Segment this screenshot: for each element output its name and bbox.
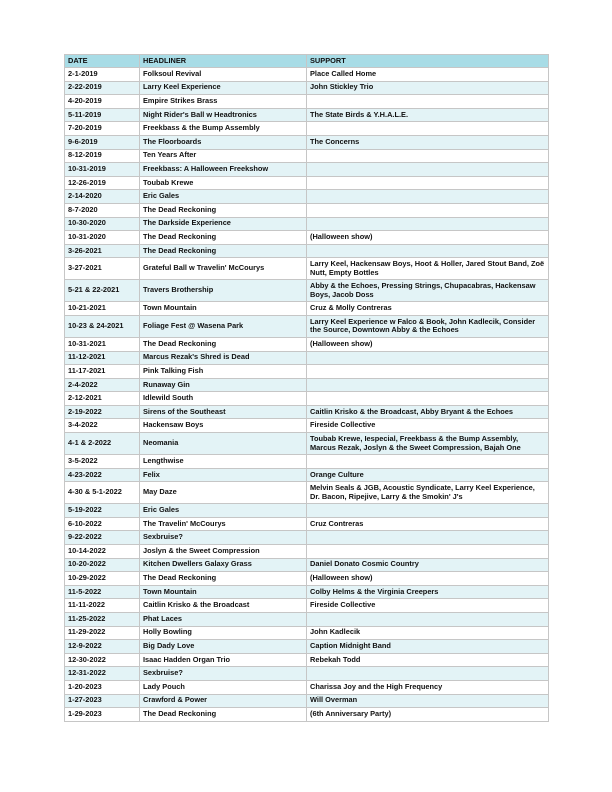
headliner-cell: Caitlin Krisko & the Broadcast: [140, 599, 307, 613]
date-cell: 2-19-2022: [65, 405, 140, 419]
date-cell: 2-1-2019: [65, 68, 140, 82]
headliner-cell: The Dead Reckoning: [140, 203, 307, 217]
headliner-cell: Kitchen Dwellers Galaxy Grass: [140, 558, 307, 572]
table-row: [65, 572, 549, 586]
date-cell: 12-26-2019: [65, 176, 140, 190]
date-cell: 3-26-2021: [65, 244, 140, 258]
date-cell: 12-9-2022: [65, 640, 140, 654]
table-row: [65, 280, 549, 302]
support-cell: [307, 365, 549, 379]
headliner-cell: Neomania: [140, 433, 307, 455]
date-cell: 3-4-2022: [65, 419, 140, 433]
support-cell: Fireside Collective: [307, 419, 549, 433]
support-cell: Caption Midnight Band: [307, 640, 549, 654]
support-cell: [307, 667, 549, 681]
support-cell: [307, 190, 549, 204]
headliner-cell: Phat Laces: [140, 613, 307, 627]
table-row: [65, 419, 549, 433]
table-row: [65, 190, 549, 204]
support-cell: The State Birds & Y.H.A.L.E.: [307, 108, 549, 122]
support-cell: Rebekah Todd: [307, 653, 549, 667]
support-cell: [307, 378, 549, 392]
headliner-cell: Grateful Ball w Travelin' McCourys: [140, 258, 307, 280]
date-cell: 3-27-2021: [65, 258, 140, 280]
table-row: [65, 585, 549, 599]
support-cell: [307, 531, 549, 545]
support-cell: Will Overman: [307, 694, 549, 708]
table-row: [65, 694, 549, 708]
table-row: [65, 68, 549, 82]
header-row: [65, 55, 549, 68]
support-cell: [307, 176, 549, 190]
date-cell: 10-30-2020: [65, 217, 140, 231]
headliner-cell: Lady Pouch: [140, 680, 307, 694]
table-row: [65, 122, 549, 136]
headliner-cell: Empire Strikes Brass: [140, 95, 307, 109]
date-cell: 11-25-2022: [65, 613, 140, 627]
table-row: [65, 365, 549, 379]
headliner-cell: Ten Years After: [140, 149, 307, 163]
table-row: [65, 653, 549, 667]
headliner-cell: Freekbass: A Halloween Freekshow: [140, 163, 307, 177]
support-cell: [307, 351, 549, 365]
support-cell: Larry Keel Experience w Falco & Book, John Kadlecik, Consider the Source, Downtown Abby & the Echoes: [307, 315, 549, 337]
date-column-header: DATE: [65, 55, 140, 68]
table-row: [65, 163, 549, 177]
support-cell: Charissa Joy and the High Frequency: [307, 680, 549, 694]
date-cell: 4-1 & 2-2022: [65, 433, 140, 455]
table-row: [65, 626, 549, 640]
table-row: [65, 613, 549, 627]
date-cell: 10-31-2021: [65, 337, 140, 351]
headliner-cell: Larry Keel Experience: [140, 81, 307, 95]
headliner-cell: Eric Gales: [140, 504, 307, 518]
support-cell: (Halloween show): [307, 337, 549, 351]
support-cell: (Halloween show): [307, 572, 549, 586]
table-row: [65, 433, 549, 455]
support-cell: Caitlin Krisko & the Broadcast, Abby Bryant & the Echoes: [307, 405, 549, 419]
headliner-cell: Eric Gales: [140, 190, 307, 204]
table-row: [65, 95, 549, 109]
table-body: [65, 68, 549, 722]
headliner-cell: The Travelin' McCourys: [140, 517, 307, 531]
date-cell: 12-31-2022: [65, 667, 140, 681]
support-cell: [307, 149, 549, 163]
support-cell: Toubab Krewe, Iespecial, Freekbass & the Bump Assembly, Marcus Rezak, Joslyn & the Sweet Compression, Bajah One: [307, 433, 549, 455]
date-cell: 5-11-2019: [65, 108, 140, 122]
support-cell: [307, 613, 549, 627]
support-cell: Daniel Donato Cosmic Country: [307, 558, 549, 572]
headliner-cell: The Dead Reckoning: [140, 244, 307, 258]
support-cell: [307, 95, 549, 109]
headliner-cell: Lengthwise: [140, 455, 307, 469]
support-cell: Colby Helms & the Virginia Creepers: [307, 585, 549, 599]
headliner-cell: Freekbass & the Bump Assembly: [140, 122, 307, 136]
support-cell: Abby & the Echoes, Pressing Strings, Chupacabras, Hackensaw Boys, Jacob Doss: [307, 280, 549, 302]
support-cell: [307, 504, 549, 518]
date-cell: 4-20-2019: [65, 95, 140, 109]
support-cell: [307, 163, 549, 177]
table-row: [65, 517, 549, 531]
table-row: [65, 176, 549, 190]
table-row: [65, 708, 549, 722]
headliner-cell: Toubab Krewe: [140, 176, 307, 190]
date-cell: 2-22-2019: [65, 81, 140, 95]
support-cell: John Stickley Trio: [307, 81, 549, 95]
table-row: [65, 203, 549, 217]
table-row: [65, 545, 549, 559]
headliner-cell: Felix: [140, 468, 307, 482]
date-cell: 11-11-2022: [65, 599, 140, 613]
date-cell: 10-14-2022: [65, 545, 140, 559]
table-row: [65, 315, 549, 337]
date-cell: 8-7-2020: [65, 203, 140, 217]
headliner-cell: Night Rider's Ball w Headtronics: [140, 108, 307, 122]
table-row: [65, 531, 549, 545]
date-cell: 10-21-2021: [65, 302, 140, 316]
date-cell: 5-21 & 22-2021: [65, 280, 140, 302]
date-cell: 1-20-2023: [65, 680, 140, 694]
support-cell: [307, 122, 549, 136]
table-row: [65, 405, 549, 419]
table-row: [65, 231, 549, 245]
table-row: [65, 640, 549, 654]
date-cell: 10-20-2022: [65, 558, 140, 572]
headliner-cell: Runaway Gin: [140, 378, 307, 392]
headliner-cell: Holly Bowling: [140, 626, 307, 640]
date-cell: 11-29-2022: [65, 626, 140, 640]
date-cell: 2-12-2021: [65, 392, 140, 406]
date-cell: 10-29-2022: [65, 572, 140, 586]
table-row: [65, 504, 549, 518]
date-cell: 10-31-2019: [65, 163, 140, 177]
support-cell: The Concerns: [307, 135, 549, 149]
date-cell: 10-31-2020: [65, 231, 140, 245]
table-row: [65, 81, 549, 95]
support-column-header: SUPPORT: [307, 55, 549, 68]
date-cell: 11-12-2021: [65, 351, 140, 365]
support-cell: [307, 392, 549, 406]
date-cell: 11-5-2022: [65, 585, 140, 599]
headliner-cell: Folksoul Revival: [140, 68, 307, 82]
headliner-cell: Sexbruise?: [140, 531, 307, 545]
table-row: [65, 667, 549, 681]
headliner-cell: The Dead Reckoning: [140, 337, 307, 351]
support-cell: Cruz & Molly Contreras: [307, 302, 549, 316]
table-row: [65, 351, 549, 365]
table-row: [65, 599, 549, 613]
date-cell: 7-20-2019: [65, 122, 140, 136]
table-row: [65, 455, 549, 469]
support-cell: Orange Culture: [307, 468, 549, 482]
date-cell: 5-19-2022: [65, 504, 140, 518]
support-cell: Fireside Collective: [307, 599, 549, 613]
headliner-cell: Marcus Rezak's Shred is Dead: [140, 351, 307, 365]
date-cell: 1-27-2023: [65, 694, 140, 708]
headliner-cell: The Dead Reckoning: [140, 231, 307, 245]
table-row: [65, 392, 549, 406]
headliner-cell: Isaac Hadden Organ Trio: [140, 653, 307, 667]
support-cell: Melvin Seals & JGB, Acoustic Syndicate, Larry Keel Experience, Dr. Bacon, Ripejive, Larry & the Smokin' J's: [307, 482, 549, 504]
headliner-cell: Big Dady Love: [140, 640, 307, 654]
headliner-cell: Joslyn & the Sweet Compression: [140, 545, 307, 559]
date-cell: 12-30-2022: [65, 653, 140, 667]
support-cell: Place Called Home: [307, 68, 549, 82]
date-cell: 10-23 & 24-2021: [65, 315, 140, 337]
table-row: [65, 217, 549, 231]
table-row: [65, 482, 549, 504]
headliner-cell: May Daze: [140, 482, 307, 504]
table-row: [65, 258, 549, 280]
headliner-cell: The Floorboards: [140, 135, 307, 149]
date-cell: 2-14-2020: [65, 190, 140, 204]
headliner-cell: Town Mountain: [140, 585, 307, 599]
headliner-cell: The Dead Reckoning: [140, 572, 307, 586]
headliner-cell: The Dead Reckoning: [140, 708, 307, 722]
date-cell: 4-30 & 5-1-2022: [65, 482, 140, 504]
support-cell: [307, 545, 549, 559]
headliner-cell: Pink Talking Fish: [140, 365, 307, 379]
table-row: [65, 378, 549, 392]
table-row: [65, 302, 549, 316]
headliner-cell: Travers Brothership: [140, 280, 307, 302]
support-cell: (Halloween show): [307, 231, 549, 245]
date-cell: 6-10-2022: [65, 517, 140, 531]
table-row: [65, 337, 549, 351]
headliner-cell: Crawford & Power: [140, 694, 307, 708]
date-cell: 11-17-2021: [65, 365, 140, 379]
support-cell: Cruz Contreras: [307, 517, 549, 531]
support-cell: [307, 203, 549, 217]
support-cell: Larry Keel, Hackensaw Boys, Hoot & Holler, Jared Stout Band, Zoë Nutt, Empty Bottles: [307, 258, 549, 280]
headliner-cell: Sexbruise?: [140, 667, 307, 681]
table-row: [65, 108, 549, 122]
support-cell: [307, 217, 549, 231]
headliner-cell: Hackensaw Boys: [140, 419, 307, 433]
support-cell: John Kadlecik: [307, 626, 549, 640]
table-row: [65, 558, 549, 572]
table-row: [65, 149, 549, 163]
support-cell: [307, 455, 549, 469]
support-cell: (6th Anniversary Party): [307, 708, 549, 722]
table-row: [65, 468, 549, 482]
date-cell: 3-5-2022: [65, 455, 140, 469]
headliner-cell: Sirens of the Southeast: [140, 405, 307, 419]
headliner-cell: The Darkside Experience: [140, 217, 307, 231]
date-cell: 8-12-2019: [65, 149, 140, 163]
shows-table: [64, 54, 549, 722]
support-cell: [307, 244, 549, 258]
date-cell: 9-22-2022: [65, 531, 140, 545]
headliner-cell: Idlewild South: [140, 392, 307, 406]
date-cell: 9-6-2019: [65, 135, 140, 149]
headliner-cell: Town Mountain: [140, 302, 307, 316]
table-row: [65, 135, 549, 149]
table-row: [65, 680, 549, 694]
table-row: [65, 244, 549, 258]
date-cell: 1-29-2023: [65, 708, 140, 722]
headliner-column-header: HEADLINER: [140, 55, 307, 68]
headliner-cell: Foliage Fest @ Wasena Park: [140, 315, 307, 337]
date-cell: 4-23-2022: [65, 468, 140, 482]
date-cell: 2-4-2022: [65, 378, 140, 392]
